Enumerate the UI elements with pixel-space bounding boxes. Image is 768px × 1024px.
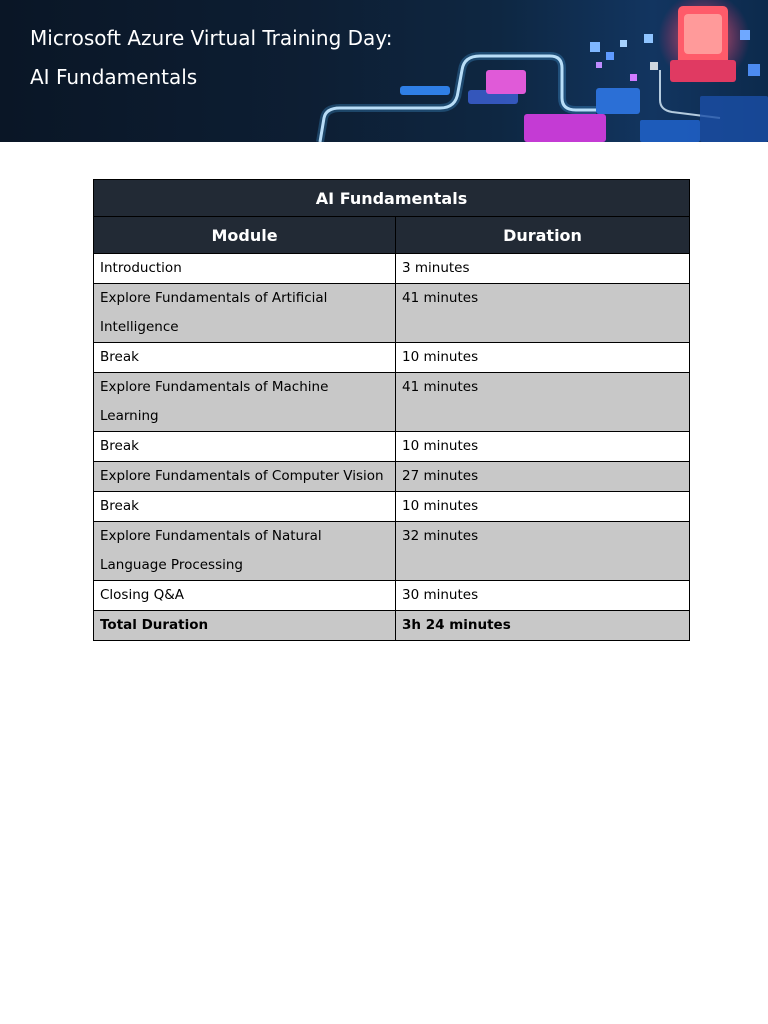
banner-title-line2: AI Fundamentals [30,65,198,89]
module-cell: Explore Fundamentals of Artificial Intelligence [94,284,396,343]
module-cell: Introduction [94,254,396,284]
module-cell: Break [94,432,396,462]
table-header-row [94,217,690,254]
table-row [94,284,690,343]
duration-cell: 41 minutes [396,373,690,432]
column-header-duration: Duration [396,217,690,254]
total-row [94,611,690,641]
duration-cell: 32 minutes [396,522,690,581]
duration-cell: 10 minutes [396,343,690,373]
duration-cell: 27 minutes [396,462,690,492]
module-cell: Break [94,492,396,522]
table-row [94,522,690,581]
duration-cell: 30 minutes [396,581,690,611]
module-cell: Explore Fundamentals of Machine Learning [94,373,396,432]
module-cell: Closing Q&A [94,581,396,611]
duration-cell: 10 minutes [396,432,690,462]
banner-title-line1: Microsoft Azure Virtual Training Day: [30,26,393,50]
table-title-row [94,180,690,217]
duration-cell: 3 minutes [396,254,690,284]
table-row [94,492,690,522]
module-cell: Break [94,343,396,373]
header-banner [0,0,768,142]
table-row [94,254,690,284]
circuit-artwork [300,0,768,142]
module-cell: Explore Fundamentals of Natural Language Processing [94,522,396,581]
table-row [94,343,690,373]
total-duration: 3h 24 minutes [396,611,690,641]
table-row [94,373,690,432]
duration-cell: 10 minutes [396,492,690,522]
schedule-table [93,179,690,641]
table-row [94,462,690,492]
total-label: Total Duration [94,611,396,641]
duration-cell: 41 minutes [396,284,690,343]
table-row [94,432,690,462]
table-title: AI Fundamentals [94,180,690,217]
module-cell: Explore Fundamentals of Computer Vision [94,462,396,492]
column-header-module: Module [94,217,396,254]
table-row [94,581,690,611]
